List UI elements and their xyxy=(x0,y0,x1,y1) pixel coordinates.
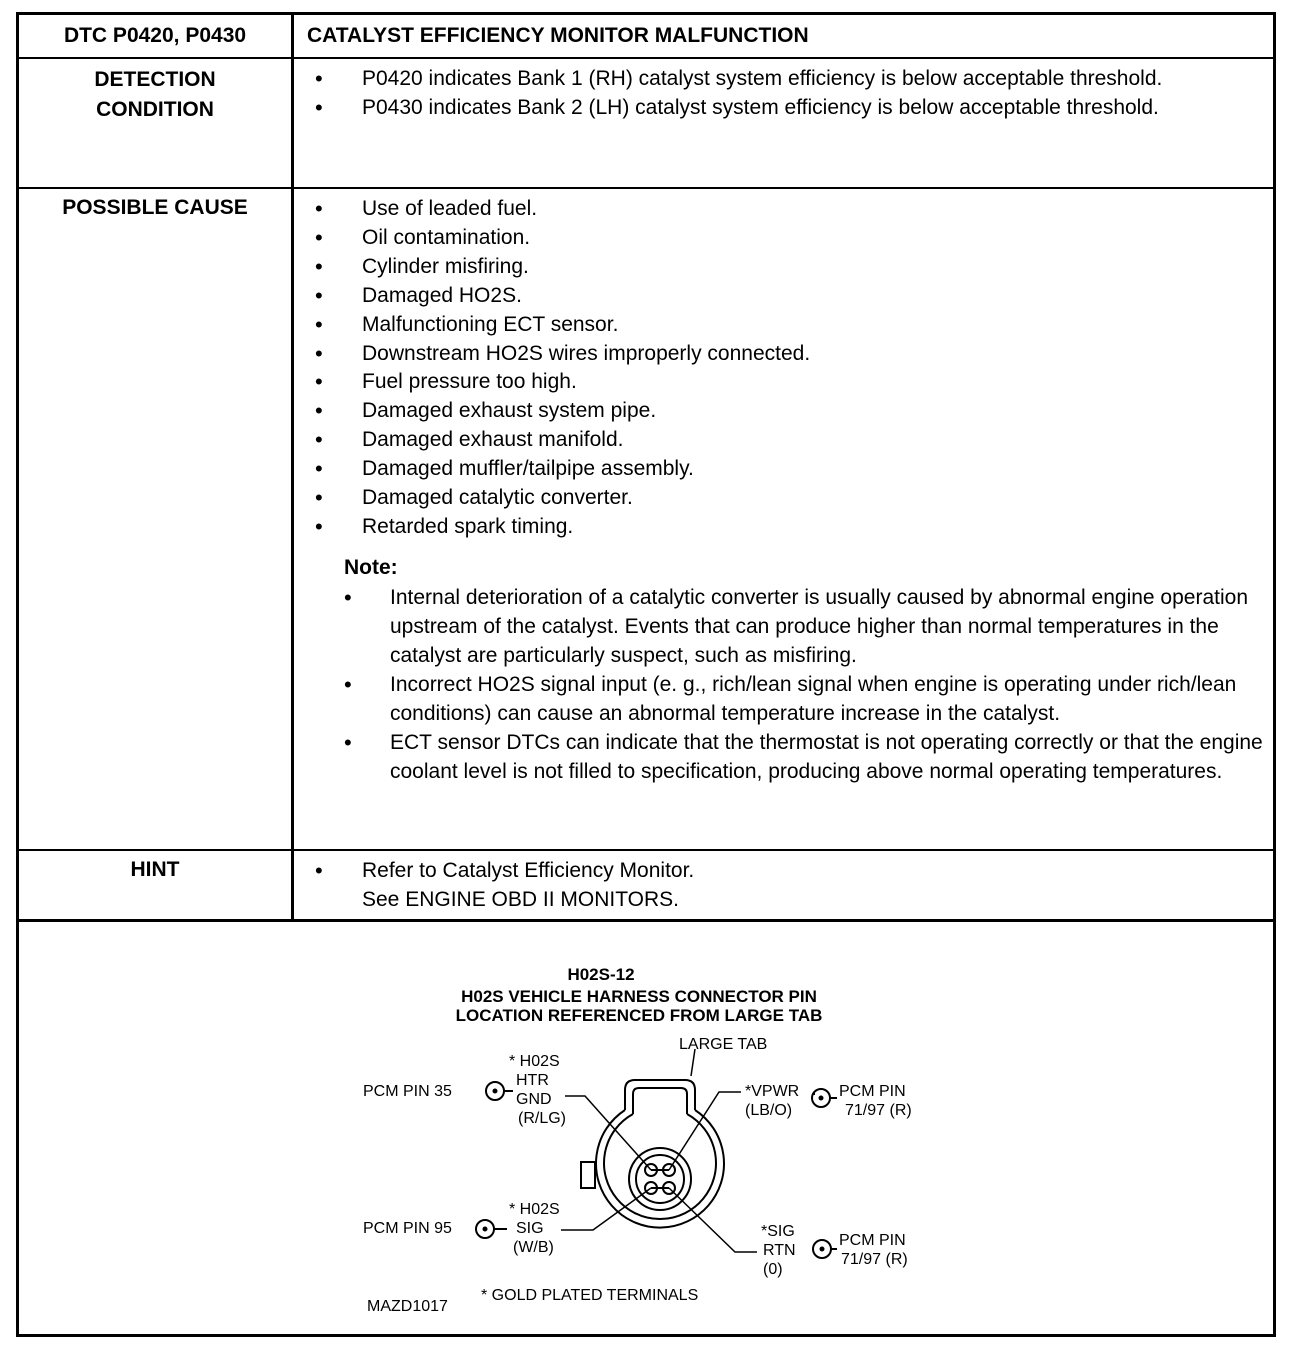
pcm-pin-95: PCM PIN 95 xyxy=(363,1220,452,1237)
list-item: • Downstream HO2S wires improperly connected. xyxy=(304,340,1265,369)
connector-diagram xyxy=(19,922,1273,1334)
pcm-pin-7197-a-2: 71/97 (R) xyxy=(845,1102,912,1119)
list-item: • Use of leaded fuel. xyxy=(304,195,1265,224)
sig-label-3: (W/B) xyxy=(513,1239,554,1256)
possible-cause-content xyxy=(304,195,1265,786)
note-title: Note: xyxy=(344,555,398,579)
list-item: • Damaged muffler/tailpipe assembly. xyxy=(304,455,1265,484)
possible-cause-row xyxy=(19,189,1273,851)
diagram-title-1: H02S-12 xyxy=(567,965,635,984)
list-item: • Damaged HO2S. xyxy=(304,282,1265,311)
htr-label-2: HTR xyxy=(516,1072,549,1089)
detection-row xyxy=(19,59,1273,189)
pcm-pin-7197-b-1: PCM PIN xyxy=(839,1232,906,1249)
header-row xyxy=(19,15,1273,59)
possible-cause-label: POSSIBLE CAUSE xyxy=(62,196,248,219)
part-code: MAZD1017 xyxy=(367,1298,448,1315)
dtc-label: DTC P0420, P0430 xyxy=(63,24,247,47)
note-block xyxy=(344,554,1265,786)
list-item: • P0420 indicates Bank 1 (RH) catalyst system efficiency is below acceptable threshold. xyxy=(304,65,1265,94)
htr-label-1: * H02S xyxy=(509,1053,560,1070)
list-item: • Damaged exhaust manifold. xyxy=(304,426,1265,455)
pcm-pin-35: PCM PIN 35 xyxy=(363,1083,452,1100)
pcm-pin-7197-a-1: PCM PIN xyxy=(839,1083,906,1100)
rtn-label-1: *SIG xyxy=(761,1223,795,1240)
list-item: • P0430 indicates Bank 2 (LH) catalyst system efficiency is below acceptable threshold. xyxy=(304,94,1265,123)
list-item: • Cylinder misfiring. xyxy=(304,253,1265,282)
note-list xyxy=(344,583,1265,786)
list-item: • Damaged catalytic converter. xyxy=(304,484,1265,513)
vpwr-label-2: (LB/O) xyxy=(745,1102,793,1119)
diagram-title-3: LOCATION REFERENCED FROM LARGE TAB xyxy=(455,1006,823,1025)
detection-label: DETECTION CONDITION xyxy=(94,68,216,121)
list-item: • Fuel pressure too high. xyxy=(304,368,1265,397)
rtn-label-3: (0) xyxy=(763,1261,783,1278)
footnote: * GOLD PLATED TERMINALS xyxy=(481,1287,699,1304)
pcm-pin-7197-b-2: 71/97 (R) xyxy=(841,1251,908,1268)
list-item: • Incorrect HO2S signal input (e. g., rich/lean signal when engine is operating under rich/lean conditions) can cause an abnormal temperature increase in the catalyst. xyxy=(344,670,1265,728)
dtc-title: CATALYST EFFICIENCY MONITOR MALFUNCTION xyxy=(307,24,809,47)
list-item: • Internal deterioration of a catalytic converter is usually caused by abnormal engine operation upstream of the catalyst. Events that can produce higher than normal temperatures in the catalyst are particularly suspect, such as misfiring. xyxy=(344,583,1265,670)
connector-illustration xyxy=(19,922,1273,1334)
hint-row xyxy=(19,851,1273,922)
list-item: • Damaged exhaust system pipe. xyxy=(304,397,1265,426)
cause-list xyxy=(304,195,1265,542)
list-item: • Oil contamination. xyxy=(304,224,1265,253)
sig-label-1: * H02S xyxy=(509,1201,560,1218)
list-item: • ECT sensor DTCs can indicate that the thermostat is not operating correctly or that the engine coolant level is not filled to specification, producing above normal operating temperatures. xyxy=(344,728,1265,786)
list-item: • Refer to Catalyst Efficiency Monitor. See ENGINE OBD II MONITORS. xyxy=(304,857,1265,915)
vpwr-label-1: *VPWR xyxy=(745,1083,800,1100)
dtc-table xyxy=(16,12,1276,1337)
diagram-title-2: H02S VEHICLE HARNESS CONNECTOR PIN xyxy=(461,987,817,1006)
list-item: • Malfunctioning ECT sensor. xyxy=(304,311,1265,340)
large-tab-label: LARGE TAB xyxy=(679,1036,768,1053)
rtn-label-2: RTN xyxy=(763,1242,796,1259)
detection-list xyxy=(304,65,1265,123)
list-item: • Retarded spark timing. xyxy=(304,513,1265,542)
htr-label-3: GND xyxy=(516,1091,552,1108)
htr-label-4: (R/LG) xyxy=(518,1110,566,1127)
sig-label-2: SIG xyxy=(516,1220,544,1237)
hint-list xyxy=(304,857,1265,915)
hint-label: HINT xyxy=(130,858,180,881)
